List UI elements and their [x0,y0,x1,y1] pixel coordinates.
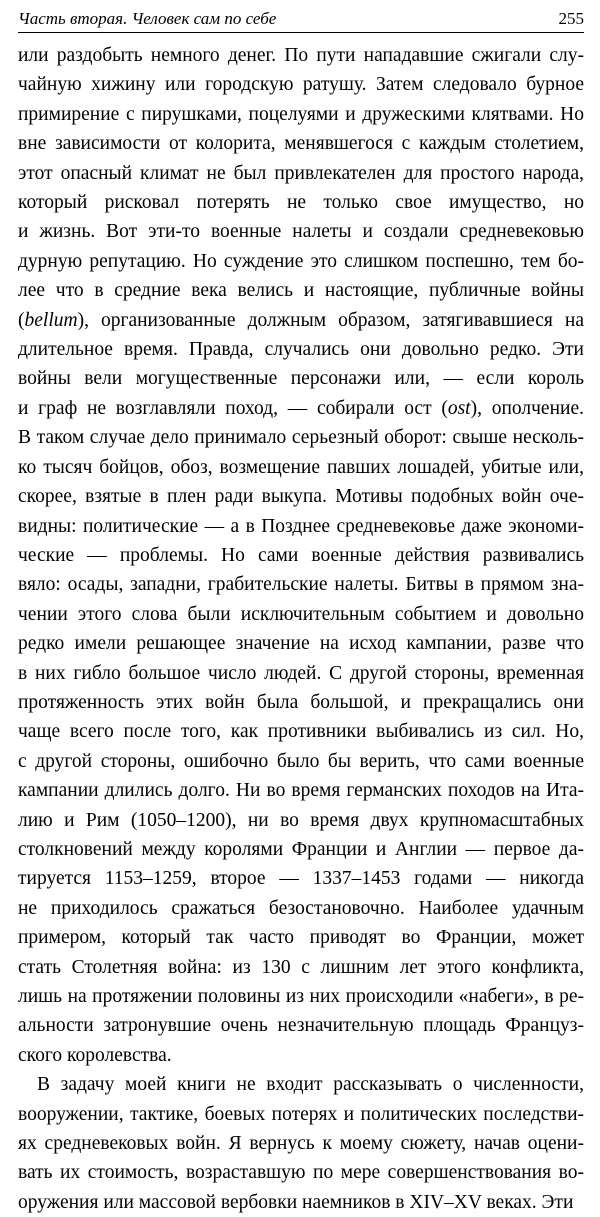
text-line: оружения или массовой вербовки наемников в XIV–XV веках. Эти [18,1191,574,1213]
text-line: который рисковал потерять не только свое имущество, но [18,192,584,214]
text-line: вооружении, тактике, боевых потерях и политических последстви- [18,1103,584,1125]
text-line: столкновений между королями Франции и Англии — первое да- [18,838,584,860]
text-line: скорее, взятые в плен ради выкупа. Мотивы подобных войн оче- [18,486,584,508]
text-line: чайную хижину или городскую ратушу. Затем следовало бурное [18,74,584,96]
text-line: видны: политические — а в Позднее средневековье даже экономи- [18,515,584,537]
text-line: (bellum), организованные должным образом, затягивавшиеся на [18,309,584,331]
body-text [18,41,584,1217]
text-line: ческие — проблемы. Но сами военные действия развивались [18,544,584,566]
text-line: альности затронувшие очень незначительную площадь Француз- [18,1015,584,1037]
text-line: чаще всего после того, как противники выбивались из сил. Но, [18,721,584,743]
text-line: лию и Рим (1050–1200), ни во время двух крупномасштабных [18,809,584,831]
text-line: чении этого слова были исключительным событием и довольно [18,603,584,625]
text-line: вне зависимости от колорита, менявшегося с каждым столетием, [18,133,584,155]
text-line: ях средневековых войн. Я вернусь к моему сюжету, начав оцени- [18,1133,584,1155]
book-page [18,8,584,1213]
text-line: редко имели решающее значение на исход кампании, разве что [18,633,584,655]
text-line: войны вели могущественные персонажи или, — если король [18,368,584,390]
page-number: 255 [558,9,584,28]
text-line: с другой стороны, ошибочно было бы верить, что сами военные [18,750,584,772]
text-line: лее что в средние века велись и настоящие, публичные войны [18,280,584,302]
text-line: кампании длились долго. Ни во время германских походов на Ита- [18,780,584,802]
text-line: дурную репутацию. Но суждение это слишком поспешно, тем бо- [18,250,584,272]
text-line: протяженность этих войн была большой, и прекращались они [18,691,584,713]
text-line: длительное время. Правда, случались они довольно редко. Эти [18,339,584,361]
text-line: вяло: осады, западни, грабительские налеты. Битвы в прямом зна- [18,574,584,596]
text-line: не приходилось сражаться безостановочно. Наиболее удачным [18,897,584,919]
text-line: ского королевства. [18,1044,172,1066]
text-line: В задачу моей книги не входит рассказывать о численности, [37,1074,584,1096]
text-line: стать Столетняя война: из 130 с лишним лет этого конфликта, [18,956,584,978]
text-line: примирение с пирушками, поцелуями и дружескими клятвами. Но [18,103,584,125]
text-line: и жизнь. Вот эти-то военные налеты и создали средневековью [18,221,584,243]
text-line: вать их стоимость, возраставшую по мере совершенствования во- [18,1162,584,1184]
text-line: лишь на протяжении половины из них происходили «набеги», в ре- [18,986,584,1007]
text-line: в них гибло большое число людей. С другой стороны, временная [18,662,584,684]
text-line: ко тысяч бойцов, обоз, возмещение павших лошадей, убитые или, [18,456,584,478]
text-line: примером, который так часто приводят во Франции, может [18,927,584,949]
text-line: и граф не возглавляли поход, — собирали ост (ost), ополчение. [18,397,584,419]
running-header [18,8,584,33]
text-line: тируется 1153–1259, второе — 1337–1453 годами — никогда [18,868,584,890]
text-line: этот опасный климат не был привлекателен для простого народа, [18,162,584,184]
text-line: В таком случае дело принимало серьезный оборот: свыше несколь- [18,427,584,449]
text-line: или раздобыть немного денег. По пути нападавшие сжигали слу- [18,45,584,66]
running-title: Часть вторая. Человек сам по себе [18,9,277,28]
